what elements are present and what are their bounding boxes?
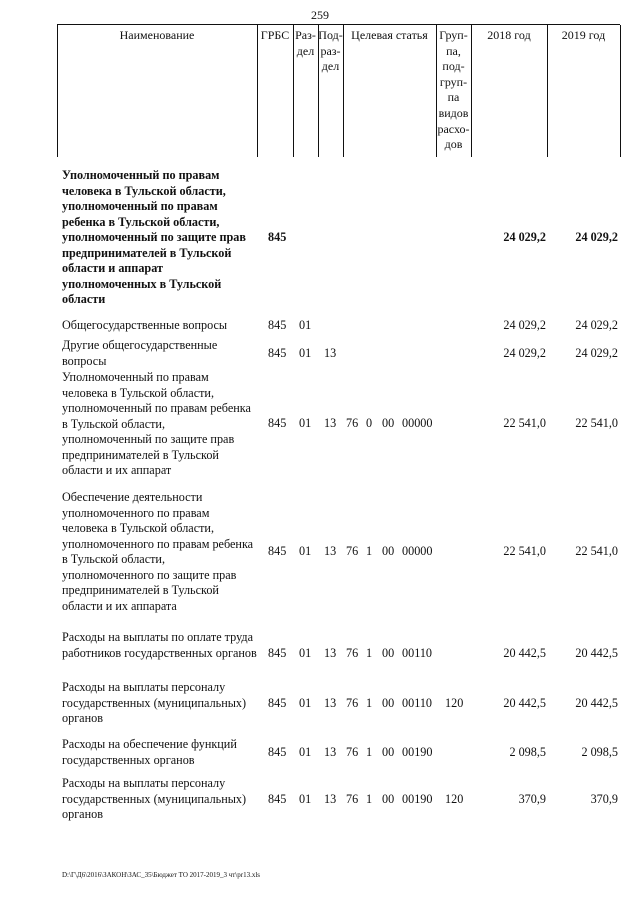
row-name: Уполномоченный по правам человека в Тульской области, уполномоченный по правам ребенка в Тульской области, уполномоченный по защите прав предпринимателей в Тульской области и аппарат уполномоченных в Тульской области [62, 168, 246, 306]
header-razdel: Раз- дел [295, 28, 316, 58]
cell-razdel: 01 [299, 416, 312, 430]
table-row [0, 490, 640, 614]
row-name: Обеспечение деятельности уполномоченного по правам человека в Тульской области, уполномоченного по правам ребенка в Тульской области, уполномоченного по защите прав предпринимателей в Тульской области и их аппарата [62, 490, 254, 613]
cell-podrazdel: 13 [324, 792, 337, 806]
header-2019: 2019 год [561, 28, 606, 42]
cell-y2019: 370,9 [590, 792, 618, 806]
cell-y2018: 24 029,2 [503, 230, 546, 244]
cell-t3: 00 [382, 416, 395, 430]
cell-razdel: 01 [299, 318, 312, 332]
cell-grbs: 845 [268, 346, 287, 360]
table-row [0, 370, 640, 478]
cell-t4: 00190 [402, 792, 433, 806]
row-name: Расходы на выплаты персоналу государственных (муниципальных) органов [62, 680, 247, 725]
row-name: Другие общегосударственные вопросы [62, 338, 218, 368]
cell-podrazdel: 13 [324, 646, 337, 660]
cell-grbs: 845 [268, 696, 287, 710]
cell-t2: 0 [366, 416, 373, 430]
cell-grbs: 845 [268, 230, 287, 244]
cell-grbs: 845 [268, 646, 287, 660]
cell-razdel: 01 [299, 544, 312, 558]
table-row [0, 318, 640, 334]
cell-t3: 00 [382, 792, 395, 806]
table-row [0, 776, 640, 823]
cell-y2018: 22 541,0 [503, 544, 546, 558]
cell-vr: 120 [445, 792, 464, 806]
cell-y2018: 20 442,5 [503, 646, 546, 660]
page-number: 259 [311, 8, 329, 22]
cell-t3: 00 [382, 745, 395, 759]
cell-razdel: 01 [299, 346, 312, 360]
cell-y2019: 22 541,0 [575, 416, 618, 430]
cell-y2019: 20 442,5 [575, 696, 618, 710]
cell-t3: 00 [382, 544, 395, 558]
cell-t2: 1 [366, 745, 373, 759]
cell-t1: 76 [346, 646, 359, 660]
cell-grbs: 845 [268, 792, 287, 806]
cell-grbs: 845 [268, 745, 287, 759]
cell-y2019: 24 029,2 [575, 346, 618, 360]
cell-y2018: 370,9 [518, 792, 546, 806]
cell-podrazdel: 13 [324, 544, 337, 558]
cell-razdel: 01 [299, 792, 312, 806]
cell-y2019: 24 029,2 [575, 318, 618, 332]
table-row [0, 168, 640, 308]
cell-t2: 1 [366, 792, 373, 806]
cell-podrazdel: 13 [324, 696, 337, 710]
cell-razdel: 01 [299, 646, 312, 660]
cell-t4: 00000 [402, 416, 433, 430]
table-row [0, 338, 640, 370]
cell-y2018: 2 098,5 [509, 745, 546, 759]
cell-y2018: 24 029,2 [503, 346, 546, 360]
header-podrazdel: Под- раз- дел [318, 28, 343, 74]
cell-t4: 00000 [402, 544, 433, 558]
cell-t1: 76 [346, 745, 359, 759]
cell-y2018: 22 541,0 [503, 416, 546, 430]
row-name: Уполномоченный по правам человека в Тульской области, уполномоченный по правам ребенка в Тульской области, уполномоченный по защите прав предпринимателей в Тульской области и их аппарат [62, 370, 251, 477]
cell-grbs: 845 [268, 544, 287, 558]
cell-t4: 00110 [402, 646, 433, 660]
cell-razdel: 01 [299, 745, 312, 759]
header-target: Целевая статья [351, 28, 428, 42]
cell-t4: 00110 [402, 696, 433, 710]
cell-t2: 1 [366, 696, 373, 710]
cell-vr: 120 [445, 696, 464, 710]
cell-y2019: 22 541,0 [575, 544, 618, 558]
cell-y2018: 24 029,2 [503, 318, 546, 332]
table-row [0, 630, 640, 677]
cell-y2018: 20 442,5 [503, 696, 546, 710]
table-header [57, 24, 620, 157]
cell-t1: 76 [346, 696, 359, 710]
cell-razdel: 01 [299, 696, 312, 710]
cell-t1: 76 [346, 416, 359, 430]
row-name: Общегосударственные вопросы [62, 318, 228, 332]
cell-grbs: 845 [268, 318, 287, 332]
table-row [0, 737, 640, 768]
header-grbs: ГРБС [260, 28, 290, 42]
row-name: Расходы на выплаты персоналу государственных (муниципальных) органов [62, 776, 247, 821]
cell-y2019: 2 098,5 [581, 745, 618, 759]
cell-grbs: 845 [268, 416, 287, 430]
cell-t1: 76 [346, 544, 359, 558]
table-row [0, 680, 640, 727]
row-name: Расходы на обеспечение функций государственных органов [62, 737, 237, 767]
cell-t1: 76 [346, 792, 359, 806]
cell-podrazdel: 13 [324, 745, 337, 759]
cell-t4: 00190 [402, 745, 433, 759]
cell-y2019: 20 442,5 [575, 646, 618, 660]
cell-t3: 00 [382, 646, 395, 660]
cell-t3: 00 [382, 696, 395, 710]
header-name: Наименование [119, 28, 195, 42]
cell-y2019: 24 029,2 [575, 230, 618, 244]
header-groups: Груп- па, под- груп- па видов расхо- дов [437, 28, 470, 152]
row-name: Расходы на выплаты по оплате труда работников государственных органов [62, 630, 257, 660]
footer-file-path: D:\Г\Д6\2016\ЗАКОН\ЗАС_35\Бюджет ТО 2017-2019_3 чт\pr13.xls [62, 871, 260, 879]
header-2018: 2018 год [487, 28, 531, 42]
cell-podrazdel: 13 [324, 416, 337, 430]
cell-podrazdel: 13 [324, 346, 337, 360]
cell-t2: 1 [366, 544, 373, 558]
cell-t2: 1 [366, 646, 373, 660]
